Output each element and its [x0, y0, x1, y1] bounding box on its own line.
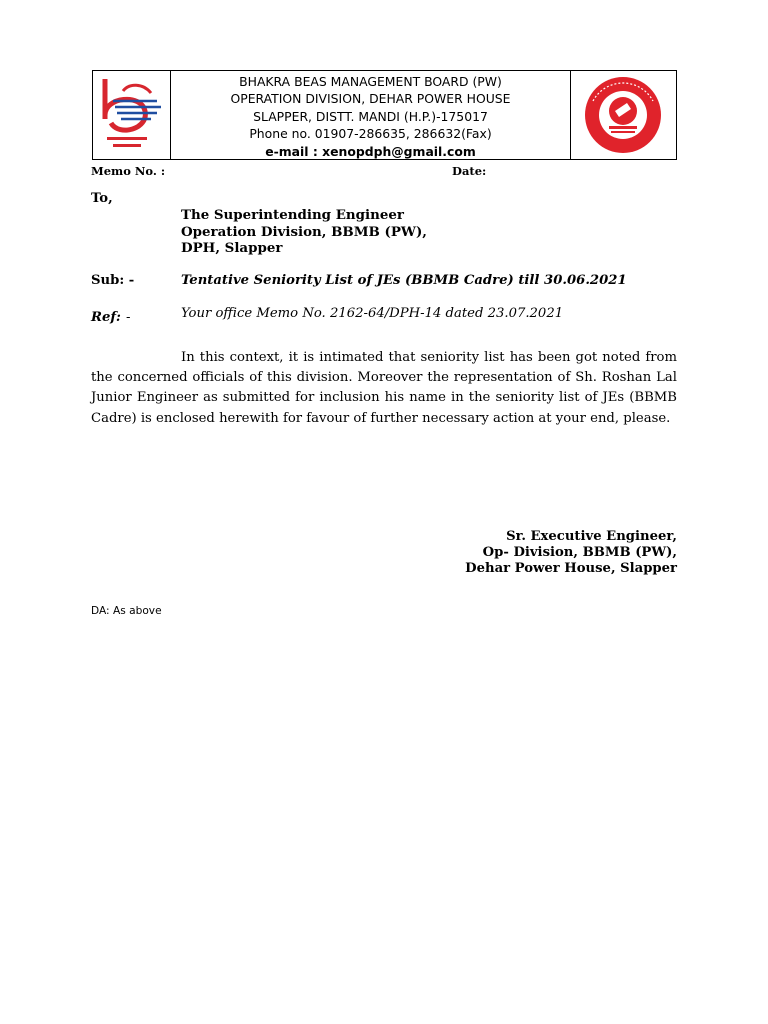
division-name: OPERATION DIVISION, DEHAR POWER HOUSE: [230, 91, 511, 107]
ref-dash: -: [126, 310, 131, 325]
recipient-line: DPH, Slapper: [181, 240, 283, 256]
subject-label: Sub: -: [91, 273, 135, 288]
phone-number: Phone no. 01907-286635, 286632(Fax): [249, 126, 492, 142]
date-label: Date:: [452, 164, 487, 178]
body-paragraph: In this context, it is intimated that seniority list has been got noted from the concerned officials of this division. Moreover the representation of Sh. Roshan Lal Junior Engineer as submitted for inclusion his name in the seniority list of JEs (BBMB Cadre) is enclosed herewith for favour of further necessary action at your end, please.: [91, 350, 677, 426]
signature-line: Sr. Executive Engineer,: [506, 529, 677, 544]
recipient-line: The Superintending Engineer: [181, 207, 404, 223]
recipient-line: Operation Division, BBMB (PW),: [181, 223, 427, 240]
ref-label: Ref:: [91, 310, 121, 325]
reference-label: [91, 306, 130, 325]
reference-text: Your office Memo No. 2162-64/DPH-14 dated 23.07.2021: [181, 306, 564, 321]
letterhead: [92, 70, 677, 160]
certification-seal: [570, 71, 676, 159]
letterhead-text: [171, 73, 570, 160]
subject-text: Tentative Seniority List of JEs (BBMB Cadre) till 30.06.2021: [181, 273, 627, 288]
enclosure-note: DA: As above: [91, 605, 162, 617]
to-label: To,: [91, 191, 113, 206]
bbmb-logo: [93, 71, 171, 159]
email-address: e-mail : xenopdph@gmail.com: [265, 143, 476, 159]
iso-seal-icon: [571, 71, 676, 159]
signature-line: Op- Division, BBMB (PW),: [482, 545, 677, 560]
office-address: SLAPPER, DISTT. MANDI (H.P.)-175017: [253, 108, 488, 124]
signature-block: [465, 529, 677, 577]
signature-line: Dehar Power House, Slapper: [465, 561, 677, 576]
recipient-address: [181, 207, 427, 257]
bbmb-logo-icon: [93, 71, 170, 159]
org-name: BHAKRA BEAS MANAGEMENT BOARD (PW): [239, 74, 502, 89]
memo-number-label: Memo No. :: [91, 164, 166, 178]
